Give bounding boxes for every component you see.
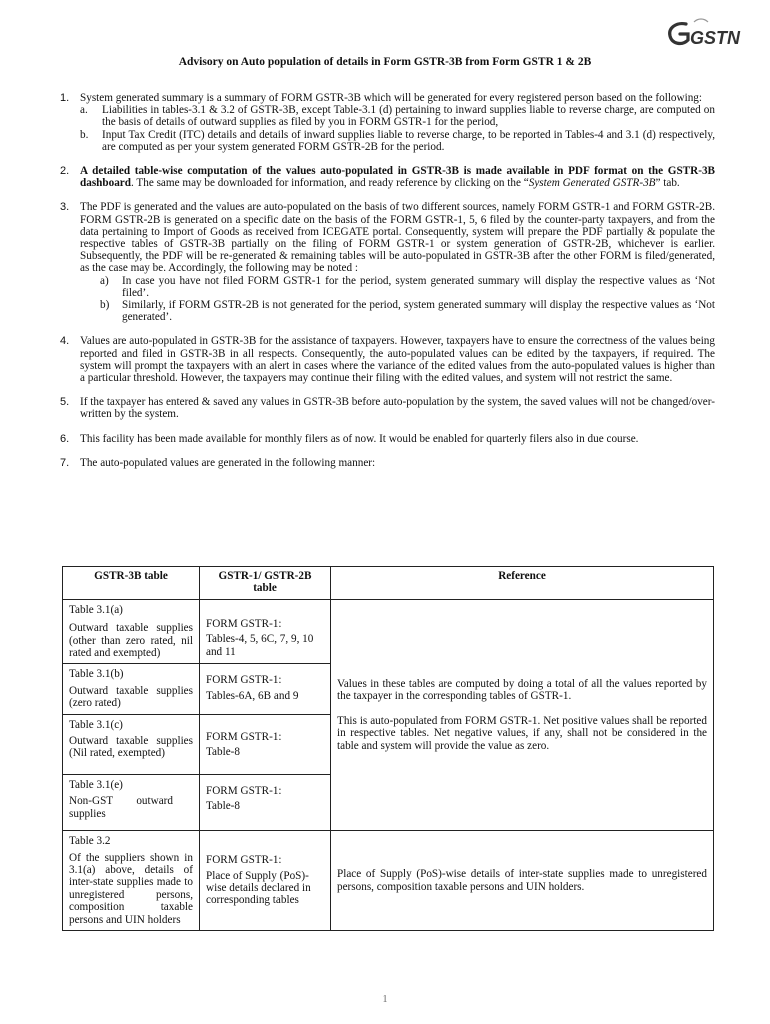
reference-text: This is auto-populated from FORM GSTR-1. Net positive values shall be reported in respective tables. Net negative values, if any, shall not be considered in the table and system will provide the value as zero. <box>337 714 707 752</box>
gstn-logo <box>664 16 741 52</box>
table-row <box>63 831 714 931</box>
source-tables: Tables-4, 5, 6C, 7, 9, 10 and 11 <box>206 633 314 658</box>
point-6 <box>60 433 715 445</box>
page-title: Advisory on Auto population of details in Form GSTR-3B from Form GSTR 1 & 2B <box>178 56 592 68</box>
sub-point <box>80 299 715 323</box>
sub-point <box>80 275 715 299</box>
point-7 <box>60 457 715 469</box>
sub-text: Similarly, if FORM GSTR-2B is not generated for the period, system generated summary will display the respective values as ‘Not generated’. <box>122 299 715 324</box>
source-tables: Table-8 <box>206 800 241 813</box>
source-title: FORM GSTR-1: <box>206 784 282 797</box>
table-description: Of the suppliers shown in 3.1(a) above, details of inter-state supplies made to unregistered persons, composition taxable persons and UIN holders <box>69 851 193 926</box>
gstr3b-table-cell <box>63 714 200 774</box>
source-title: FORM GSTR-1: <box>206 730 282 743</box>
point-number: 1. <box>60 92 70 104</box>
gstr3b-table-cell <box>63 599 200 664</box>
table-row <box>63 599 714 664</box>
table-description: Outward taxable supplies (Nil rated, exempted) <box>69 735 193 760</box>
sub-label: b. <box>80 128 89 141</box>
page-number: 1 <box>382 994 388 1005</box>
table-id: Table 3.1(c) <box>69 718 123 731</box>
point-text: This facility has been made available for monthly filers as of now. It would be enabled for quarterly filers also in due course. <box>80 432 639 445</box>
sub-text: In case you have not filed FORM GSTR-1 for the period, system generated summary will display the respective values as ‘Not filed’. <box>122 274 715 299</box>
sub-label: b) <box>100 299 110 312</box>
source-title: FORM GSTR-1: <box>206 674 282 687</box>
source-cell <box>200 774 331 830</box>
point-text: If the taxpayer has entered & saved any values in GSTR-3B before auto-population by the system, the saved values will not be changed/over-written by the system. <box>80 396 715 421</box>
point-text: The auto-populated values are generated in the following manner: <box>80 456 376 469</box>
sub-label: a. <box>80 104 88 117</box>
point-text <box>80 165 715 189</box>
table-id: Table 3.1(e) <box>69 778 123 791</box>
reference-text: Values in these tables are computed by doing a total of all the values reported by the taxpayer in the corresponding tables of GSTR-1. <box>337 677 707 703</box>
auto-population-table <box>62 566 714 931</box>
sub-text: Liabilities in tables-3.1 & 3.2 of GSTR-3B, except Table-3.1 (d) pertaining to inward supplies liable to reverse charge, are computed on the basis of details of outward supplies as filed by you in FORM GSTR-1 for the period, <box>102 104 715 129</box>
source-cell <box>200 831 331 931</box>
sub-point <box>80 129 715 153</box>
source-title: FORM GSTR-1: <box>206 854 282 867</box>
point-text: The PDF is generated and the values are auto-populated on the basis of two different sources, namely FORM GSTR-1 and FORM GSTR-2B. FORM GSTR-2B is generated on a specific date on the basis of the FORM GSTR-1, 5, 6 filed by the counter-party taxpayers, and from the data pertaining to Import of Goods as received from ICEGATE portal. Consequently, system will prepare the PDF partially & populate the respective tables of GSTR-3B partially on the filing of FORM GSTR-1 or system generation of GSTR-2B, whichever is earlier. Subsequently, the PDF will be re-generated & remaining tables will be auto-populated in GSTR-3B after the other FORM is filed/generated, as the case may be. Accordingly, the following may be noted : <box>80 201 715 275</box>
point-text: Values are auto-populated in GSTR-3B for the assistance of taxpayers. However, taxpayers have to ensure the correctness of the values being reported and filed in GSTR-3B in all respects. Consequently, the auto-populated values can be edited by the taxpayers, if required. The system will prompt the taxpayers with an alert in cases where the variance of the edited values from the auto-populated values is higher than a particular threshold. However, the taxpayers may continue their filing with the edited values, and system will not restrict the same. <box>80 335 715 385</box>
source-cell <box>200 714 331 774</box>
advisory-body <box>60 92 715 469</box>
point-number: 6. <box>60 432 70 445</box>
point-text-part: . The same may be downloaded for information, and ready reference by clicking on the “ <box>131 177 529 190</box>
reference-cell <box>331 599 714 830</box>
point-number: 5. <box>60 396 70 409</box>
column-header: Reference <box>331 567 714 600</box>
point-text: System generated summary is a summary of FORM GSTR-3B which will be generated for every registered person based on the following: <box>80 92 703 104</box>
logo-text: GSTN <box>690 28 741 48</box>
table-id: Table 3.1(a) <box>69 603 123 616</box>
table-id: Table 3.2 <box>69 835 111 848</box>
point-3 <box>60 201 715 323</box>
source-cell <box>200 664 331 714</box>
sub-text: Input Tax Credit (ITC) details and details of inward supplies liable to reverse charge, to be reported in Tables-4 and 3.1 (d) respectively, are computed as per your system generated FORM GSTR-2B for the period. <box>102 128 715 153</box>
source-tables: Table-8 <box>206 746 241 759</box>
point-2 <box>60 165 715 189</box>
table-id: Table 3.1(b) <box>69 668 124 681</box>
gstr3b-table-cell <box>63 774 200 830</box>
reference-cell: Place of Supply (PoS)-wise details of inter-state supplies made to unregistered persons, composition taxable persons and UIN holders. <box>331 831 714 931</box>
point-5 <box>60 396 715 420</box>
sub-point <box>80 104 715 128</box>
source-cell <box>200 599 331 664</box>
table-description: Non-GST outward supplies <box>69 795 173 820</box>
point-number: 4. <box>60 335 70 348</box>
point-text-end: ” tab. <box>655 177 680 190</box>
source-tables: Tables-6A, 6B and 9 <box>206 689 299 702</box>
point-number: 3. <box>60 201 70 214</box>
source-title: FORM GSTR-1: <box>206 617 282 630</box>
column-header: GSTR-3B table <box>63 567 200 600</box>
point-4 <box>60 335 715 384</box>
table-header-row <box>63 567 714 600</box>
gstr3b-table-cell <box>63 664 200 714</box>
table-description: Outward taxable supplies (zero rated) <box>69 684 193 710</box>
tab-name: System Generated GSTR-3B <box>528 177 656 190</box>
source-tables: Place of Supply (PoS)-wise details declared in corresponding tables <box>206 869 311 907</box>
point-number: 7. <box>60 456 70 469</box>
point-bold-text: A detailed table-wise computation of the values auto-populated in GSTR-3B is made available in PDF format on the GSTR-3B dashboard <box>80 165 715 190</box>
point-number: 2. <box>60 165 70 178</box>
column-header: GSTR-1/ GSTR-2B table <box>200 567 331 600</box>
sub-label: a) <box>100 274 109 287</box>
table-description: Outward taxable supplies (other than zero rated, nil rated and exempted) <box>69 622 193 660</box>
point-1 <box>60 92 715 153</box>
gstr3b-table-cell <box>63 831 200 931</box>
